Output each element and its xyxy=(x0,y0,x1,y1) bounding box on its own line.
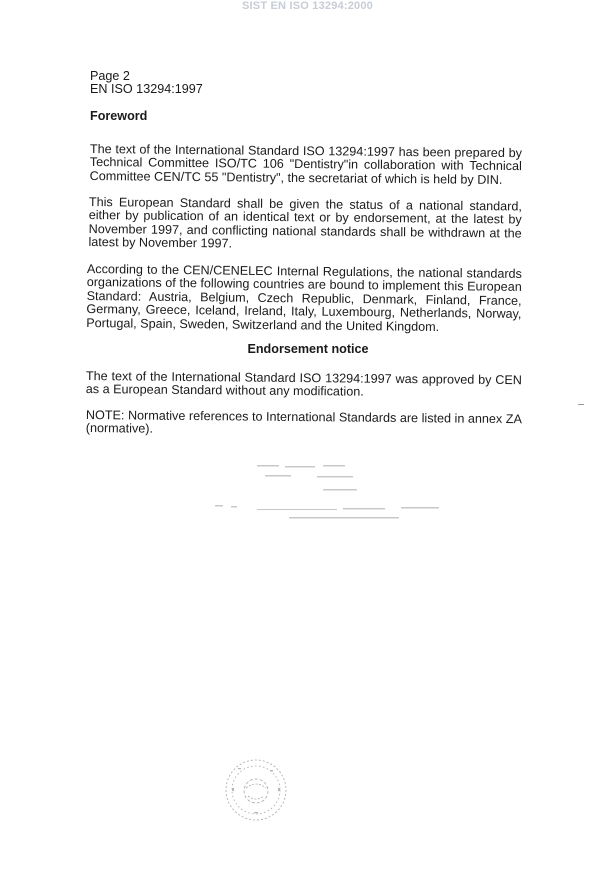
endorsement-paragraph-1: The text of the International Standard ISO 13294:1997 was approved by CEN as a European Standard without any modification. xyxy=(85,368,522,399)
foreword-paragraph-1: The text of the International Standard ISO 13294:1997 has been prepared by Technical Committee ISO/TC 106 "Dentistry"in collaboration with Technical Committee CEN/TC 55 "Dentistry", the secretariat of which is held by DIN. xyxy=(89,142,522,187)
document-watermark: SIST EN ISO 13294:2000 xyxy=(242,0,373,12)
foreword-paragraph-2: This European Standard shall be given the status of a national standard, either by publication of an identical text or by endorsement, at the latest by November 1997, and conflicting national standards shall be withdrawn at the latest by November 1997. xyxy=(88,195,522,252)
document-identifier: EN ISO 13294:1997 xyxy=(90,82,203,97)
document-page xyxy=(85,69,522,449)
embossed-seal xyxy=(224,758,288,822)
endorsement-heading: Endorsement notice xyxy=(247,342,369,357)
foreword-paragraph-3: According to the CEN/CENELEC Internal Regulations, the national standards organizations of the following countries are bound to implement this European Standard: Austria, Belgium, Czech Republic, Denmark, Finland, France, Germany, Greece, Iceland, Ireland, Italy, Luxembourg, Netherlands, Norway, Portugal, Spain, Sweden, Switzerland and the United Kingdom. xyxy=(86,262,522,334)
foreword-heading: Foreword xyxy=(90,108,148,123)
page-number: Page 2 xyxy=(90,69,130,83)
endorsement-note: NOTE: Normative references to International Standards are listed in annex ZA (normative). xyxy=(85,408,522,437)
faded-stamp-residue xyxy=(205,463,445,523)
margin-mark xyxy=(578,404,584,405)
